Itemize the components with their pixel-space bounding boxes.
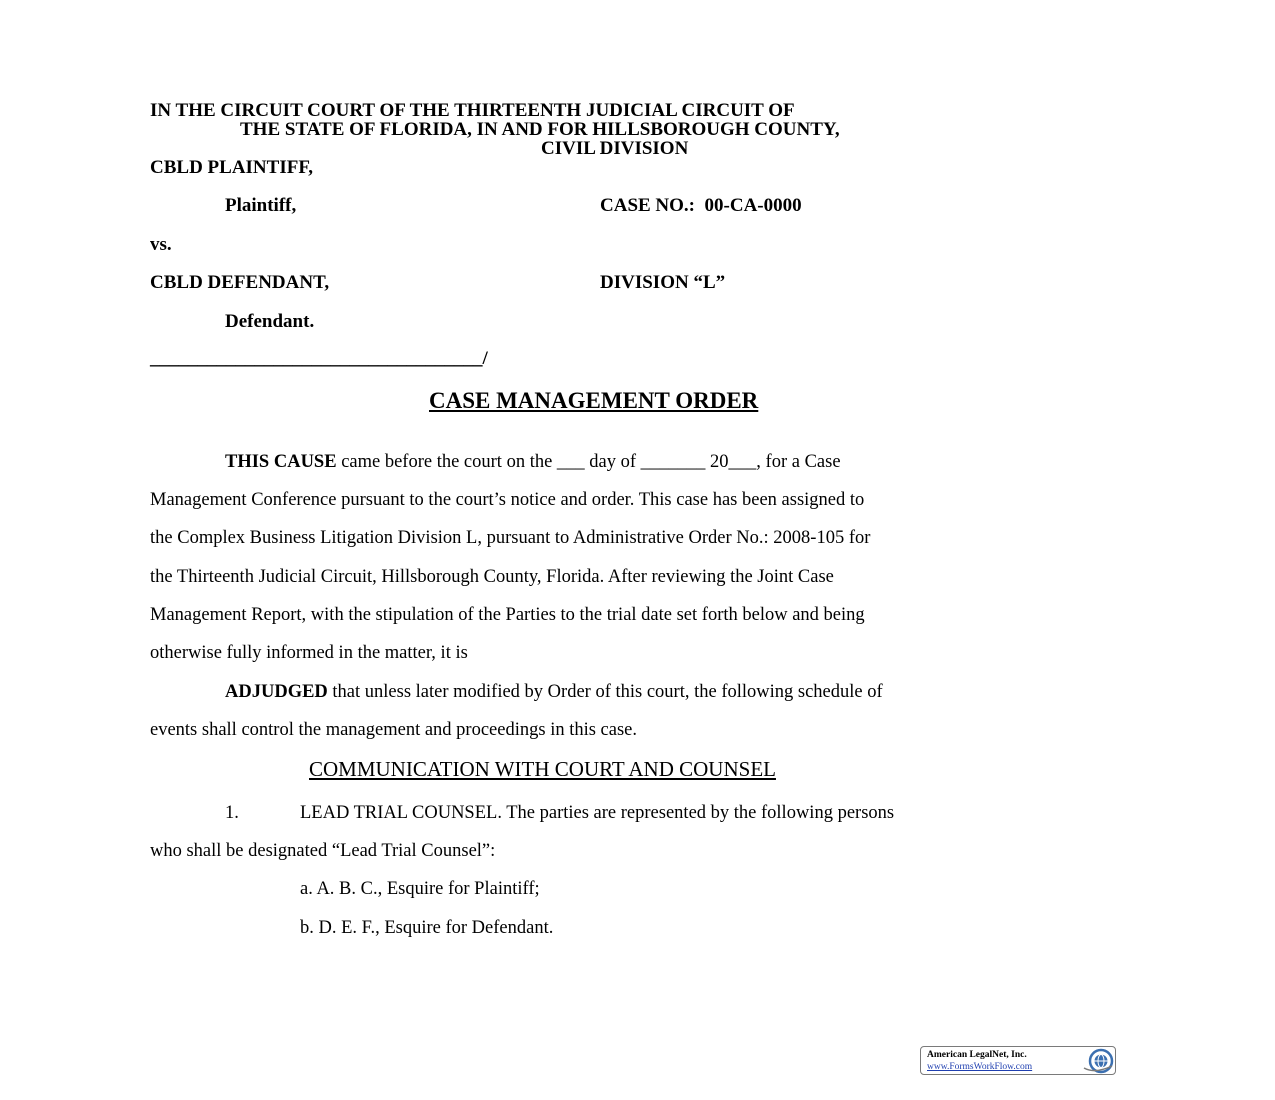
item-1-sub-b: b. D. E. F., Esquire for Defendant. (300, 918, 554, 938)
plaintiff-name: CBLD PLAINTIFF, (150, 157, 313, 178)
paragraph-1-line-5: Management Report, with the stipulation of the Parties to the trial date set forth below and being (150, 605, 865, 625)
caption-signature-line: ___________________________________/ (150, 348, 488, 369)
document-title: CASE MANAGEMENT ORDER (429, 388, 759, 413)
versus: vs. (150, 234, 172, 255)
court-division-line: CIVIL DIVISION (541, 138, 689, 159)
division-label: DIVISION “L” (600, 272, 726, 293)
paragraph-1-line-1-text: came before the court on the ___ day of _______ 20___, for a Case (336, 452, 841, 472)
footer-logo (920, 1046, 1116, 1075)
paragraph-1-line-1 (225, 453, 841, 472)
paragraph-1-line-2: Management Conference pursuant to the court’s notice and order. This case has been assigned to (150, 490, 865, 510)
adjudged-lead: ADJUDGED (225, 682, 328, 702)
defendant-role: Defendant. (225, 311, 315, 332)
case-number-value: 00-CA-0000 (704, 195, 802, 216)
this-cause-lead: THIS CAUSE (225, 452, 337, 472)
paragraph-1-line-3: the Complex Business Litigation Division L, pursuant to Administrative Order No.: 2008-105 for (150, 528, 871, 548)
item-1-line-2: who shall be designated “Lead Trial Counsel”: (150, 841, 496, 861)
defendant-name: CBLD DEFENDANT, (150, 272, 330, 293)
court-name-line-2: THE STATE OF FLORIDA, IN AND FOR HILLSBOROUGH COUNTY, (240, 119, 840, 140)
section-heading: COMMUNICATION WITH COURT AND COUNSEL (309, 757, 776, 781)
item-1-sub-a: a. A. B. C., Esquire for Plaintiff; (300, 879, 540, 899)
plaintiff-role: Plaintiff, (225, 195, 297, 216)
paragraph-2-line-2: events shall control the management and proceedings in this case. (150, 720, 638, 740)
case-number (600, 196, 802, 215)
paragraph-1-line-6: otherwise fully informed in the matter, it is (150, 643, 468, 663)
paragraph-2-line-1 (225, 683, 883, 702)
logo-website-link[interactable]: www.FormsWorkFlow.com (927, 1062, 1033, 1072)
item-1-number: 1. (225, 803, 239, 823)
court-name-line-1: IN THE CIRCUIT COURT OF THE THIRTEENTH JUDICIAL CIRCUIT OF (150, 100, 795, 121)
paragraph-2-line-1-text: that unless later modified by Order of this court, the following schedule of (327, 682, 883, 702)
case-number-label: CASE NO.: (600, 195, 696, 216)
paragraph-1-line-4: the Thirteenth Judicial Circuit, Hillsborough County, Florida. After reviewing the Joint Case (150, 567, 834, 587)
item-1-line-1: LEAD TRIAL COUNSEL. The parties are represented by the following persons (300, 803, 895, 823)
logo-company-name: American LegalNet, Inc. (927, 1050, 1027, 1060)
globe-icon (1081, 1048, 1115, 1074)
